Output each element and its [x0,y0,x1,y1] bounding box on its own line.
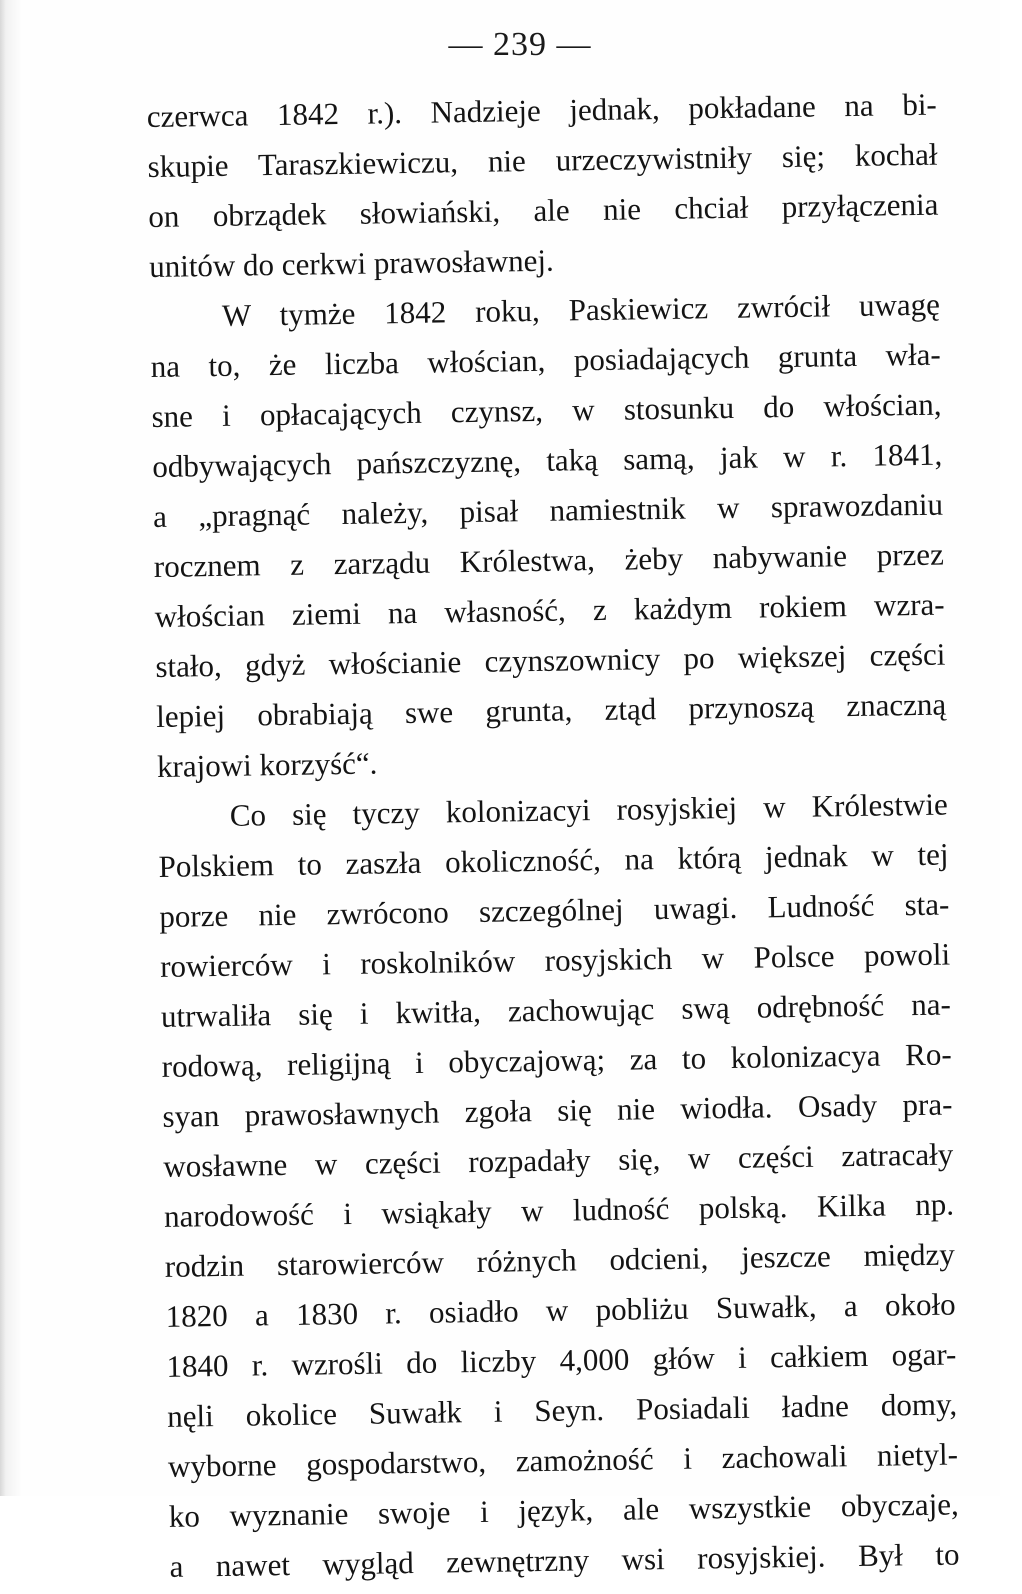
text-line: on obrządek słowiański, ale nie chciał przyłączenia [148,186,939,235]
text-line: porze nie zwrócono szczególnej uwagi. Ludność sta- [159,886,950,934]
text-line: rocznem z zarządu Królestwa, żeby nabywanie przez [153,536,945,584]
text-line: wosławne w części rozpadały się, w części zatracały [163,1136,954,1184]
text-line: nęli okolice Suwałk i Seyn. Posiadali ładne domy, [166,1386,958,1434]
text-line: unitów do cerkwi prawosławnej. [148,242,555,285]
body-text [0,79,998,1584]
text-line: odbywających pańszczyznę, taką samą, jak w r. 1841, [152,436,943,484]
text-line: stało, gdyż włościanie czynszownicy po większej części [155,636,946,684]
page-number: — 239 — [448,26,592,63]
text-line: W tymże 1842 roku, Paskiewicz zwrócił uwagę [221,286,941,333]
text-line: skupie Taraszkiewiczu, nie urzeczywistniły się; kochał [147,136,938,185]
text-line: rodową, religijną i obyczajową; za to kolonizacya Ro- [161,1036,952,1084]
text-line: syan prawosławnych zgoła się nie wiodła. Osady pra- [162,1086,953,1134]
text-line: wyborne gospodarstwo, zamożność i zachowali nietyl- [167,1436,959,1484]
text-line: rodzin starowierców różnych odcieni, jeszcze między [164,1236,956,1284]
text-line: narodowość i wsiąkały w ludność polską. Kilka np. [163,1186,955,1234]
page-binding-edge [0,0,22,1496]
text-line: 1840 r. wzrośli do liczby 4,000 głów i całkiem ogar- [166,1336,957,1384]
text-line: Polskiem to zaszła okoliczność, na którą jednak w tej [158,836,949,884]
text-line: ko wyznanie swoje i język, ale wszystkie obyczaje, [168,1486,959,1534]
text-line: rowierców i roskolników rosyjskich w Polsce powoli [159,936,951,984]
text-line: a nawet wygląd zewnętrzny wsi rosyjskiej. Był to [169,1536,960,1584]
text-line: utrwaliła się i kwitła, zachowując swą odrębność na- [160,986,952,1034]
text-line: 1820 a 1830 r. osiadło w pobliżu Suwałk, a około [165,1286,956,1334]
text-line: krajowi korzyść“. [156,745,378,784]
text-line: lepiej obrabiają swe grunta, ztąd przynoszą znaczną [155,686,947,734]
text-line: na to, że liczba włościan, posiadających grunta wła- [150,336,941,385]
text-line: włościan ziemi na własność, z każdym rokiem wzra- [154,586,945,634]
text-line: Co się tyczy kolonizacyi rosyjskiej w Królestwie [229,786,948,833]
text-line: a „pragnąć należy, pisał namiestnik w sprawozdaniu [152,486,944,534]
text-line: sne i opłacających czynsz, w stosunku do włościan, [151,386,942,435]
text-line: czerwca 1842 r.). Nadzieje jednak, pokładane na bi- [146,86,937,135]
